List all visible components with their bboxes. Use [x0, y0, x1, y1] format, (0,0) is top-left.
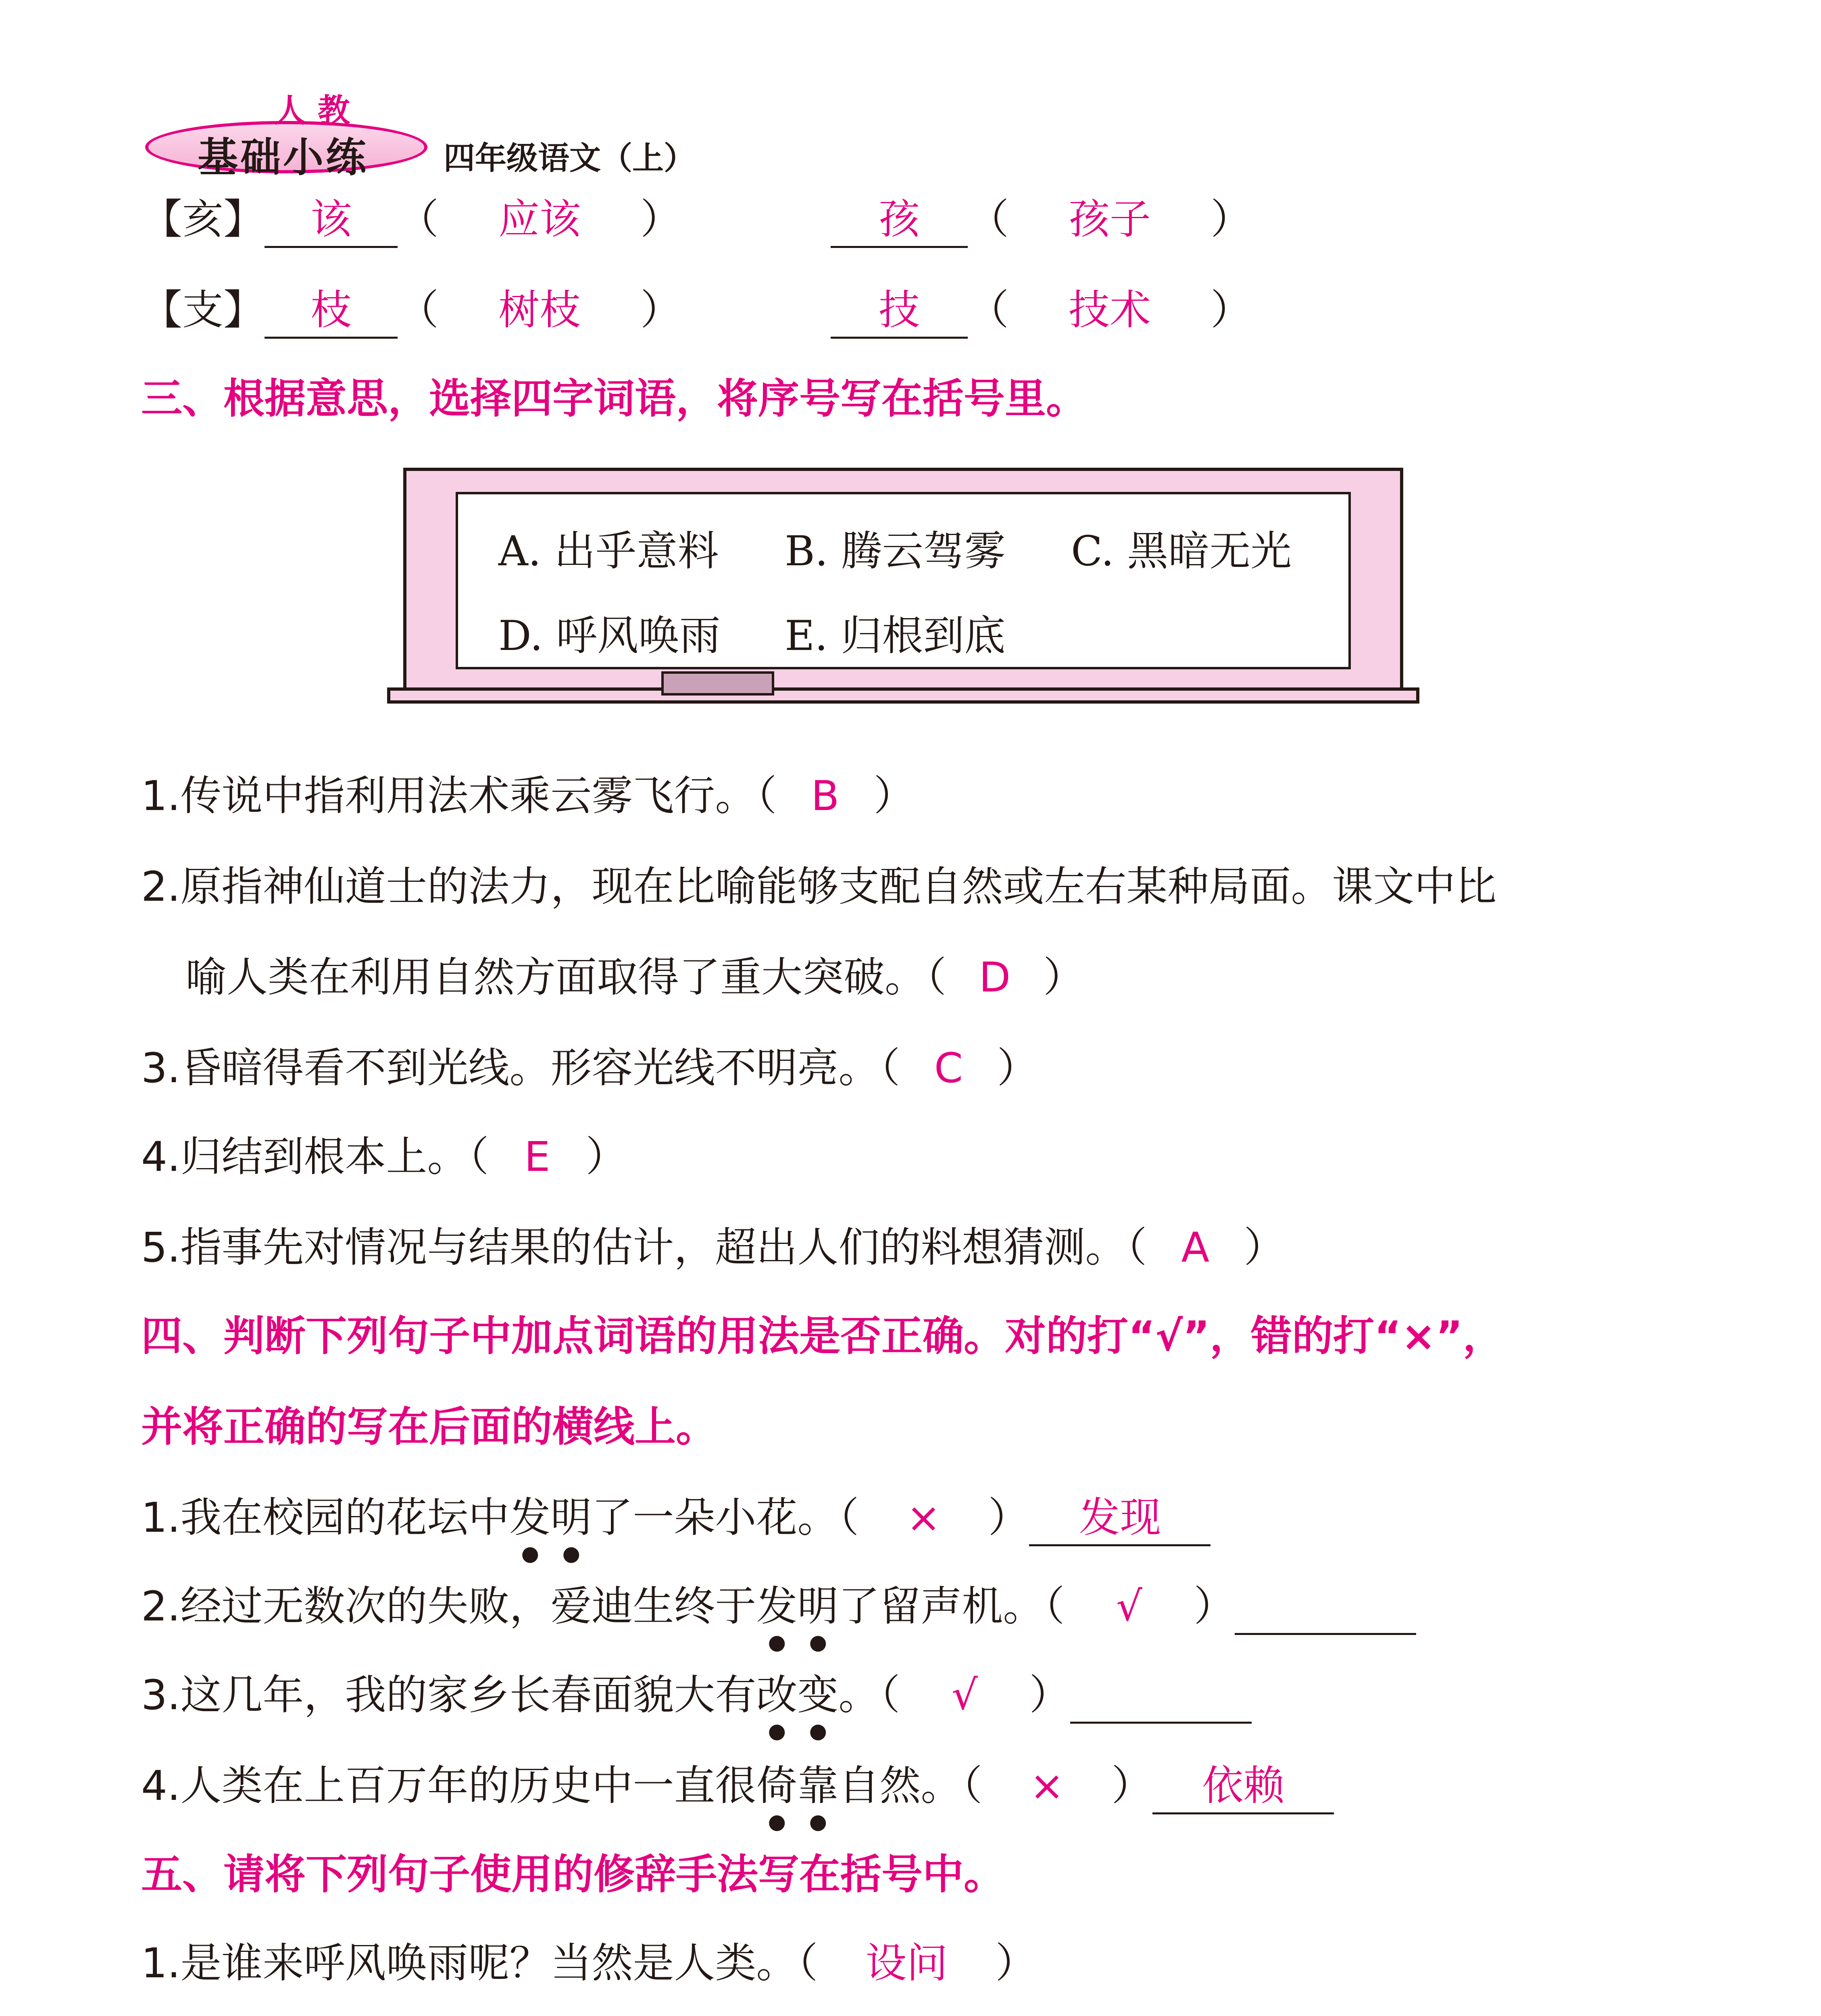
judgement-item: 2.经过无数次的失败，爱迪生终于发明了留声机。（ √ ） — [141, 1581, 1416, 1654]
judgement-mark: √ — [1116, 1583, 1142, 1631]
answer: D — [979, 954, 1011, 1002]
series-title: 基础小练 — [198, 134, 369, 181]
item-text: 人类在上百万年的历史中一直很 — [180, 1762, 756, 1810]
radical-row: 【支】 枝 （ 树枝 ） 技 （ 技术 ） — [141, 284, 1252, 339]
item-text: 。（ — [838, 1671, 900, 1719]
section-title: 三、根据意思，选择四字词语，将序号写在括号里。 — [141, 375, 1087, 423]
question-item: 5.指事先对情况与结果的估计，超出人们的料想猜测。（ A ） — [141, 1222, 1285, 1274]
item-number: 4. — [141, 1762, 181, 1810]
judgement-mark: × — [1029, 1762, 1065, 1810]
board-ledge — [387, 687, 1419, 704]
item-text: 我在校园的花坛中 — [180, 1494, 510, 1542]
edition-label: 人 教 — [274, 92, 350, 129]
section-title: 四、判断下列句子中加点词语的用法是否正确。对的打“√”，错的打“×”， — [141, 1312, 1504, 1360]
answer-word: 树枝 — [498, 286, 581, 334]
subject-label: 四年级语文（上） — [444, 140, 696, 177]
item-number: 1. — [141, 772, 181, 820]
page-header — [137, 85, 742, 181]
item-text: 传说中指利用法术乘云雾飞行。（ — [180, 772, 777, 820]
radical-label: 【亥】 — [141, 196, 265, 244]
item-number: 2. — [141, 863, 181, 911]
item-text: 自然。（ — [838, 1762, 983, 1810]
item-text: 这几年，我的家乡长春面貌大有 — [180, 1671, 756, 1719]
rhetoric-item: 1.是谁来呼风唤雨呢？当然是人类。（ 设问 ） — [141, 1937, 1036, 1990]
question-item: 4.归结到根本上。（ E ） — [141, 1131, 627, 1183]
word-option: D. 呼风唤雨 — [498, 612, 721, 660]
item-text: 原指神仙道士的法力，现在比喻能够支配自然或左右某种局面。课文中比 — [180, 863, 1497, 911]
word-option: B. 腾云驾雾 — [785, 527, 1006, 575]
item-text: 昏暗得看不到光线。形容光线不明亮。（ — [180, 1044, 900, 1092]
item-number: 5. — [141, 1224, 181, 1272]
answer-word: 应该 — [498, 196, 581, 244]
word-bank-panel — [456, 492, 1351, 669]
radical-row: 【亥】 该 （ 应该 ） 孩 （ 孩子 ） — [141, 194, 1252, 248]
item-number: 1. — [141, 1494, 181, 1542]
answer-char: 该 — [310, 196, 352, 244]
radical-label: 【支】 — [141, 286, 265, 334]
answer-char: 孩 — [879, 196, 920, 244]
answer-char: 枝 — [310, 286, 352, 334]
item-number: 3. — [141, 1044, 181, 1092]
answer: A — [1181, 1224, 1210, 1272]
item-text: 是谁来呼风唤雨呢？当然是人类。（ — [180, 1939, 818, 1987]
item-number: 1. — [141, 1939, 181, 1987]
question-item — [141, 861, 1496, 913]
correction: 依赖 — [1202, 1762, 1285, 1810]
dotted-word: 发明 — [509, 1494, 592, 1542]
board-eraser — [661, 671, 774, 696]
judgement-item: 4.人类在上百万年的历史中一直很倚靠自然。（ × ） 依赖 — [141, 1760, 1334, 1834]
judgement-mark: √ — [951, 1671, 978, 1719]
section-title: 五、请将下列句子使用的修辞手法写在括号中。 — [141, 1851, 1005, 1899]
judgement-item: 1.我在校园的花坛中发明了一朵小花。（ × ） 发现 — [141, 1492, 1211, 1566]
section-title-continued: 并将正确的写在后面的横线上。 — [141, 1403, 717, 1451]
item-number: 3. — [141, 1671, 181, 1719]
question-item-continued: 喻人类在利用自然方面取得了重大突破。（ D ） — [185, 952, 1084, 1004]
item-text: 归结到根本上。（ — [180, 1133, 489, 1181]
answer-word: 技术 — [1069, 286, 1151, 334]
answer-word: 孩子 — [1069, 196, 1151, 244]
question-item: 1.传说中指利用法术乘云雾飞行。（ B ） — [141, 770, 915, 823]
answer-char: 技 — [879, 286, 920, 334]
word-option: C. 黑暗无光 — [1071, 527, 1292, 575]
item-text: 经过无数次的失败，爱迪生终于 — [180, 1583, 756, 1631]
correction: 发现 — [1079, 1494, 1161, 1542]
item-text: 了一朵小花。（ — [592, 1494, 859, 1542]
judgement-mark: × — [906, 1494, 941, 1542]
dotted-word: 发明 — [756, 1583, 839, 1631]
answer: 设问 — [865, 1939, 948, 1987]
item-text: 了留声机。（ — [838, 1583, 1065, 1631]
dotted-word: 改变 — [756, 1671, 839, 1719]
item-text: 喻人类在利用自然方面取得了重大突破。（ — [185, 954, 946, 1002]
judgement-item: 3.这几年，我的家乡长春面貌大有改变。（ √ ） — [141, 1669, 1252, 1743]
word-option: E. 归根到底 — [785, 612, 1006, 660]
word-bank — [403, 468, 1403, 710]
answer: B — [811, 772, 840, 820]
question-item: 3.昏暗得看不到光线。形容光线不明亮。（ C ） — [141, 1042, 1038, 1095]
item-number: 2. — [141, 1583, 181, 1631]
dotted-word: 倚靠 — [756, 1762, 839, 1810]
answer: E — [524, 1133, 550, 1181]
item-text: 指事先对情况与结果的估计，超出人们的料想猜测。（ — [180, 1224, 1147, 1272]
answer: C — [934, 1044, 963, 1092]
word-option: A. 出乎意料 — [498, 527, 719, 575]
item-number: 4. — [141, 1133, 181, 1181]
